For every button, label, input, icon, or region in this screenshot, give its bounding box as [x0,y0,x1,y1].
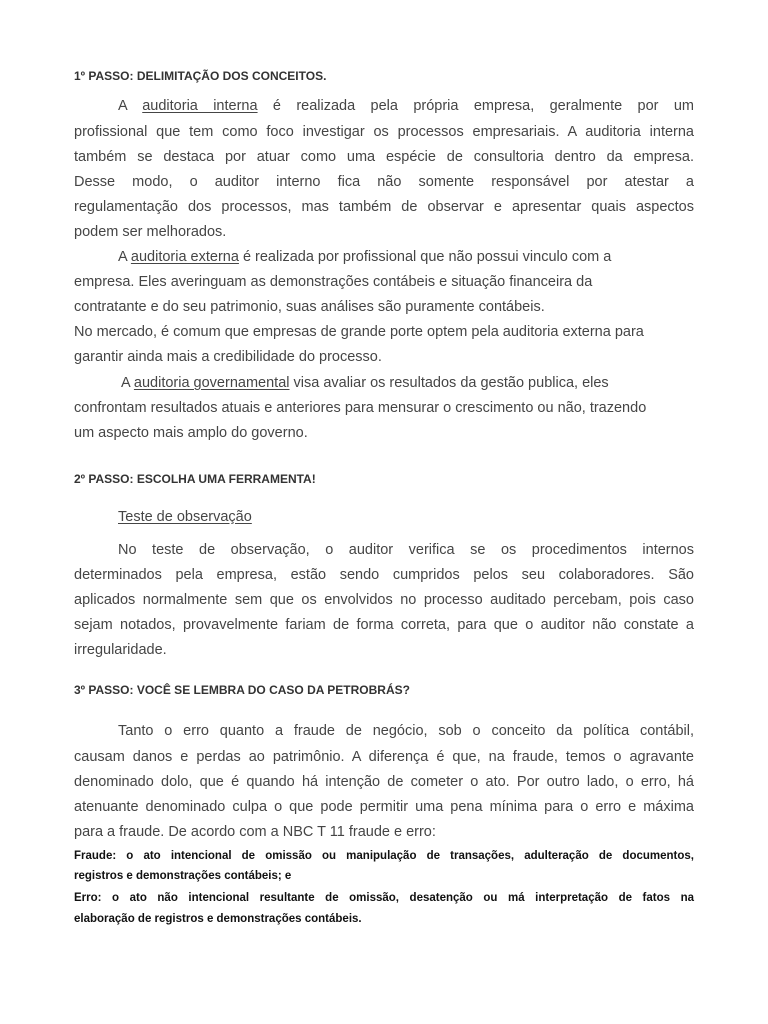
paragraph-line: para a fraude. De acordo com a NBC T 11 fraude e erro: [74,824,436,840]
text-span: visa avaliar os resultados da gestão publica, eles [289,375,609,391]
text-span: A [121,375,134,391]
paragraph-line: também se destaca por atuar como uma espécie de consultoria dentro da empresa. [74,149,694,165]
text-span: é realizada pela própria empresa, geralmente por um [257,98,694,114]
paragraph-line: determinados pela empresa, estão sendo cumpridos pelos seu colaboradores. São [74,567,694,583]
paragraph-line [118,96,694,116]
paragraph-line: contratante e do seu patrimonio, suas análises são puramente contábeis. [74,299,545,315]
paragraph-line: No mercado, é comum que empresas de grande porte optem pela auditoria externa para [74,324,644,340]
section-3-heading: 3º PASSO: VOCÊ SE LEMBRA DO CASO DA PETROBRÁS? [74,683,410,697]
paragraph-line: aplicados normalmente sem que os envolvidos no processo auditado percebam, pois caso [74,592,694,608]
section-2-heading: 2º PASSO: ESCOLHA UMA FERRAMENTA! [74,472,316,486]
term-auditoria-interna: auditoria interna [142,98,258,114]
text-span: é realizada por profissional que não possui vinculo com a [238,249,612,265]
paragraph-line: sejam notados, provavelmente fariam de forma correta, para que o auditor não constate a [74,617,694,633]
section-1-heading: 1º PASSO: DELIMITAÇÃO DOS CONCEITOS. [74,69,327,83]
paragraph-line: denominado dolo, que é quando há intenção de cometer o ato. Por outro lado, o erro, há [74,774,694,790]
definition-fraude-line: registros e demonstrações contábeis; e [74,870,292,882]
term-auditoria-governamental: auditoria governamental [133,375,290,391]
paragraph-line: um aspecto mais amplo do governo. [74,425,308,441]
paragraph-line: regulamentação dos processos, mas também de observar e apresentar quais aspectos [74,199,694,215]
text-span: A [118,98,143,114]
paragraph-line: profissional que tem como foco investigar os processos empresariais. A auditoria interna [74,124,694,140]
paragraph-line: confrontam resultados atuais e anteriores para mensurar o crescimento ou não, trazendo [74,400,647,416]
definition-fraude-line: Fraude: o ato intencional de omissão ou manipulação de transações, adulteração de documentos, [74,850,694,862]
definition-erro-line: Erro: o ato não intencional resultante de omissão, desatenção ou má interpretação de fatos na [74,892,694,904]
term-auditoria-externa: auditoria externa [130,249,239,265]
paragraph-line: Desse modo, o auditor interno fica não somente responsável por atestar a [74,174,694,190]
text-span: A [118,249,131,265]
paragraph-line: causam danos e perdas ao patrimônio. A diferença é que, na fraude, temos o agravante [74,749,694,765]
paragraph-line: garantir ainda mais a credibilidade do processo. [74,349,382,365]
paragraph-line [118,247,694,267]
paragraph-line: No teste de observação, o auditor verifica se os procedimentos internos [118,542,694,558]
paragraph-line: irregularidade. [74,642,167,658]
paragraph-line [121,373,697,393]
paragraph-line: empresa. Eles averinguam as demonstrações contábeis e situação financeira da [74,274,593,290]
paragraph-line: atenuante denominado culpa o que pode permitir uma pena mínima para o erro e máxima [74,799,694,815]
paragraph-line: podem ser melhorados. [74,224,227,240]
subheading-teste-observacao: Teste de observação [118,509,252,525]
paragraph-line: Tanto o erro quanto a fraude de negócio, sob o conceito da política contábil, [118,723,694,739]
definition-erro-line: elaboração de registros e demonstrações contábeis. [74,913,362,925]
